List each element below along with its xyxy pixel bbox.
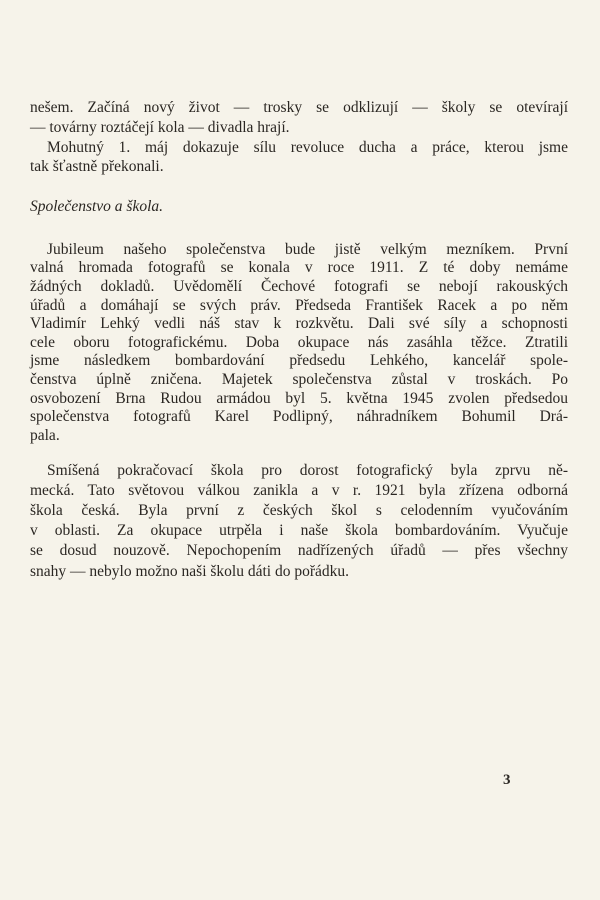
paragraph-line: v oblasti. Za okupace utrpěla i naše škola bombardováním. Vyučuje	[30, 522, 568, 539]
paragraph-line: tak šťastně překonali.	[30, 158, 164, 175]
paragraph-line: — továrny roztáčejí kola — divadla hrají.	[30, 119, 290, 136]
paragraph-line: osvobození Brna Rudou armádou byl 5. května 1945 zvolen předsedou	[30, 390, 568, 407]
paragraph-line: nešem. Začíná nový život — trosky se odklizují — školy se otevírají	[30, 99, 568, 116]
paragraph-line: jsme následkem bombardování předsedu Lehkého, kancelář spole-	[30, 352, 568, 369]
paragraph-line: mecká. Tato světovou válkou zanikla a v r. 1921 byla zřízena odborná	[30, 482, 568, 499]
paragraph-line: valná hromada fotografů se konala v roce 1911. Z té doby nemáme	[30, 259, 568, 276]
page-number: 3	[503, 772, 511, 788]
paragraph-line: cele oboru fotografickému. Doba okupace nás zasáhla těžce. Ztratili	[30, 334, 568, 351]
paragraph-line: společenstva fotografů Karel Podlipný, náhradníkem Bohumil Drá-	[30, 408, 568, 425]
paragraph-line: pala.	[30, 427, 60, 444]
paragraph-line: se dosud nouzově. Nepochopením nadřízených úřadů — přes všechny	[30, 542, 568, 559]
paragraph-line: úřadů a domáhají se svých práv. Předseda František Racek a po něm	[30, 297, 568, 314]
section-heading: Společenstvo a škola.	[30, 198, 164, 215]
paragraph-line: Smíšená pokračovací škola pro dorost fotografický byla zprvu ně-	[47, 462, 568, 479]
paragraph-line: čenstva úplně zničena. Majetek společenstva zůstal v troskách. Po	[30, 371, 568, 388]
paragraph-line: Mohutný 1. máj dokazuje sílu revoluce ducha a práce, kterou jsme	[47, 139, 568, 156]
paragraph-line: snahy — nebylo možno naši školu dáti do pořádku.	[30, 563, 349, 580]
paragraph-line: žádných dokladů. Uvědomělí Čechové fotografi se nebojí rakouských	[30, 278, 568, 295]
paragraph-line: škola česká. Byla první z českých škol s celodenním vyučováním	[30, 502, 568, 519]
paragraph-line: Vladimír Lehký vedli náš stav k rozkvětu. Dali své síly a schopnosti	[30, 315, 568, 332]
paragraph-line: Jubileum našeho společenstva bude jistě velkým mezníkem. První	[47, 241, 568, 258]
